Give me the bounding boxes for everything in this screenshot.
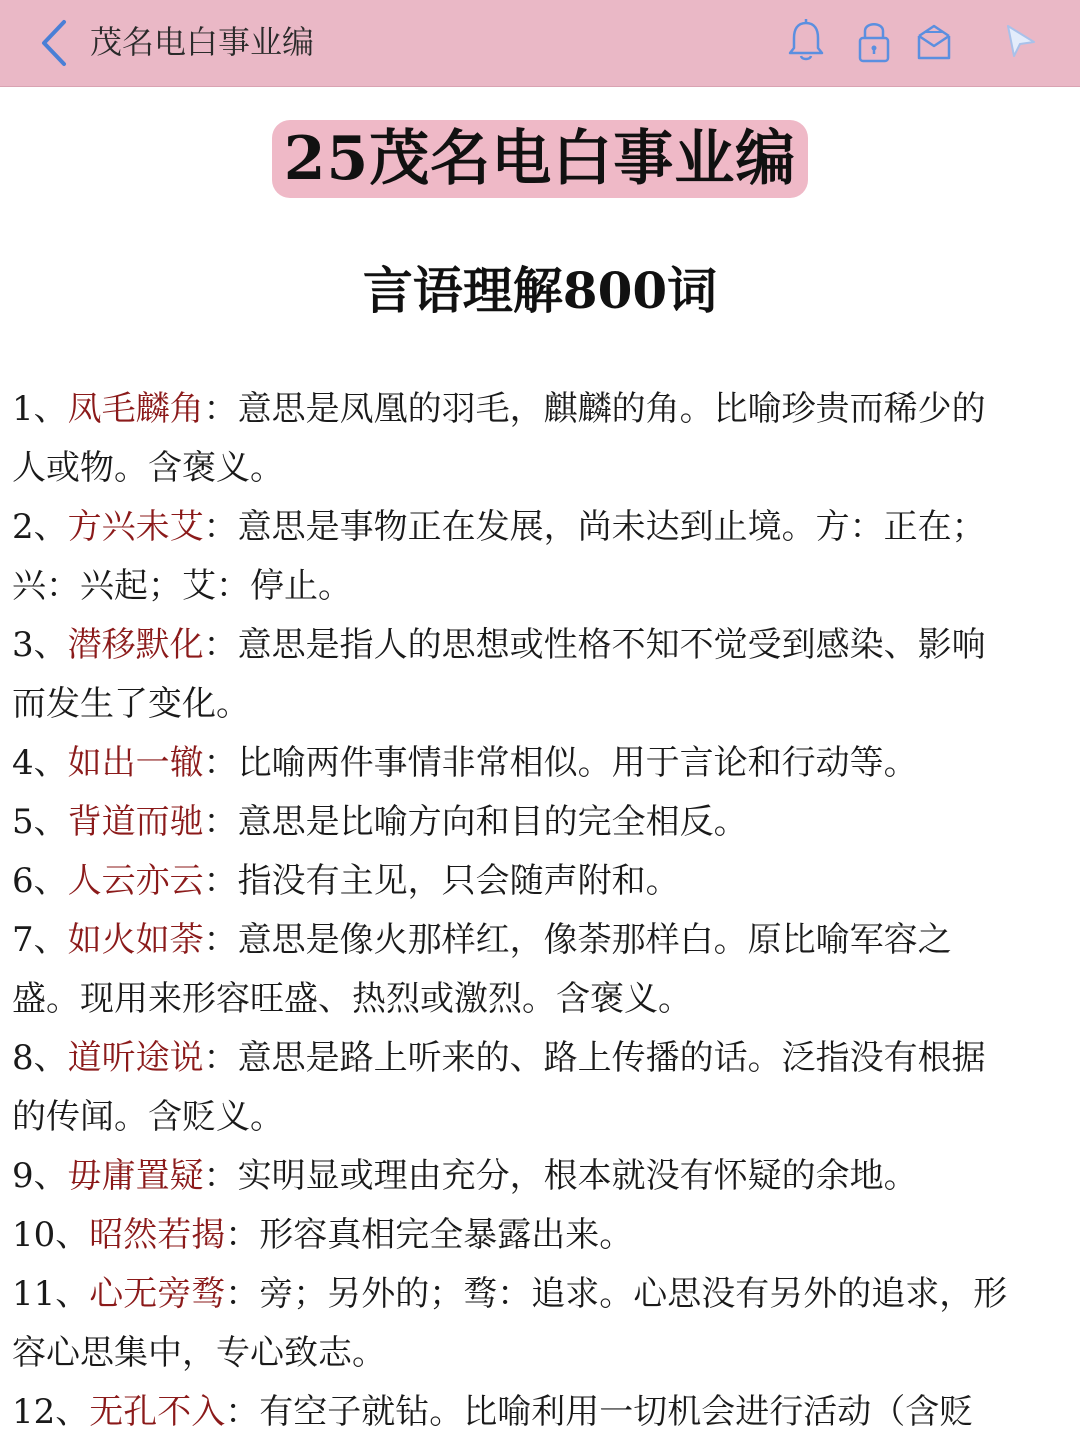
- entry-separator: ：: [225, 1392, 260, 1432]
- document-title: 25茂名电白事业编: [272, 120, 809, 198]
- entry-item: [12, 852, 1012, 911]
- entry-separator: ：: [203, 920, 238, 960]
- entry-item: [12, 1265, 1012, 1383]
- mail-icon[interactable]: [914, 18, 954, 64]
- entry-number: 5、: [12, 802, 68, 842]
- entry-number: 3、: [12, 625, 68, 665]
- entry-number: 6、: [12, 861, 68, 901]
- bell-icon[interactable]: [786, 18, 826, 64]
- entry-item: [12, 1147, 1012, 1206]
- entry-item: [12, 793, 1012, 852]
- entry-definition: 旁；另外的；骛：追求。心思没有另外的追求，形容心思集中，专心致志。: [12, 1274, 1008, 1373]
- entry-definition: 比喻两件事情非常相似。用于言论和行动等。: [237, 743, 918, 783]
- entry-item: [12, 734, 1012, 793]
- entry-definition: 实明显或理由充分，根本就没有怀疑的余地。: [237, 1156, 918, 1196]
- entry-term: 道听途说: [67, 1038, 204, 1078]
- document-subtitle: 言语理解800词: [362, 261, 718, 320]
- entry-definition: 意思是指人的思想或性格不知不觉受到感染、影响而发生了变化。: [12, 625, 986, 724]
- entry-definition: 形容真相完全暴露出来。: [259, 1215, 634, 1255]
- entry-separator: ：: [203, 743, 238, 783]
- document-title-wrap: [0, 120, 1080, 198]
- entry-number: 8、: [12, 1038, 68, 1078]
- top-bar: [0, 0, 1080, 87]
- entry-number: 12、: [12, 1392, 90, 1432]
- entry-item: [12, 498, 1012, 616]
- entry-number: 1、: [12, 389, 68, 429]
- entry-term: 背道而驰: [67, 802, 204, 842]
- entry-term: 无孔不入: [89, 1392, 226, 1432]
- entry-number: 4、: [12, 743, 68, 783]
- entry-separator: ：: [203, 507, 238, 547]
- entry-item: [12, 1029, 1012, 1147]
- entry-term: 凤毛麟角: [67, 389, 204, 429]
- entry-separator: ：: [203, 389, 238, 429]
- entry-term: 如出一辙: [67, 743, 204, 783]
- entry-term: 昭然若揭: [89, 1215, 226, 1255]
- entry-item: [12, 911, 1012, 1029]
- lock-icon[interactable]: [854, 18, 894, 64]
- entry-definition: 意思是比喻方向和目的完全相反。: [237, 802, 748, 842]
- app-title: 茂名电白事业编: [90, 23, 315, 61]
- chevron-left-icon[interactable]: [34, 18, 74, 68]
- entry-term: 方兴未艾: [67, 507, 204, 547]
- entry-separator: ：: [225, 1274, 260, 1314]
- entry-number: 2、: [12, 507, 68, 547]
- entry-number: 11、: [12, 1274, 90, 1314]
- entry-definition: 意思是路上听来的、路上传播的话。泛指没有根据的传闻。含贬义。: [12, 1038, 986, 1137]
- entry-term: 毋庸置疑: [67, 1156, 204, 1196]
- entry-number: 9、: [12, 1156, 68, 1196]
- send-icon[interactable]: [1000, 18, 1040, 64]
- entry-definition: 意思是像火那样红，像荼那样白。原比喻军容之盛。现用来形容旺盛、热烈或激烈。含褒义。: [12, 920, 952, 1019]
- entry-number: 7、: [12, 920, 68, 960]
- entry-definition: 指没有主见，只会随声附和。: [237, 861, 680, 901]
- entry-separator: ：: [225, 1215, 260, 1255]
- entry-number: 10、: [12, 1215, 90, 1255]
- entry-separator: ：: [203, 1038, 238, 1078]
- entry-definition: 意思是事物正在发展，尚未达到止境。方：正在；兴：兴起；艾：停止。: [12, 507, 986, 606]
- entry-item: [12, 380, 1012, 498]
- entry-term: 潜移默化: [67, 625, 204, 665]
- entry-item: [12, 616, 1012, 734]
- entry-item: [12, 1206, 1012, 1265]
- entry-separator: ：: [203, 861, 238, 901]
- entry-definition: 意思是凤凰的羽毛，麒麟的角。比喻珍贵而稀少的人或物。含褒义。: [12, 389, 986, 488]
- entry-item: [12, 1383, 1012, 1442]
- entry-term: 人云亦云: [67, 861, 204, 901]
- entry-separator: ：: [203, 802, 238, 842]
- entry-definition: 有空子就钻。比喻利用一切机会进行活动（含贬: [259, 1392, 974, 1432]
- entry-term: 心无旁骛: [89, 1274, 226, 1314]
- entry-term: 如火如荼: [67, 920, 204, 960]
- entry-separator: ：: [203, 625, 238, 665]
- entry-list: [12, 380, 1012, 1442]
- entry-separator: ：: [203, 1156, 238, 1196]
